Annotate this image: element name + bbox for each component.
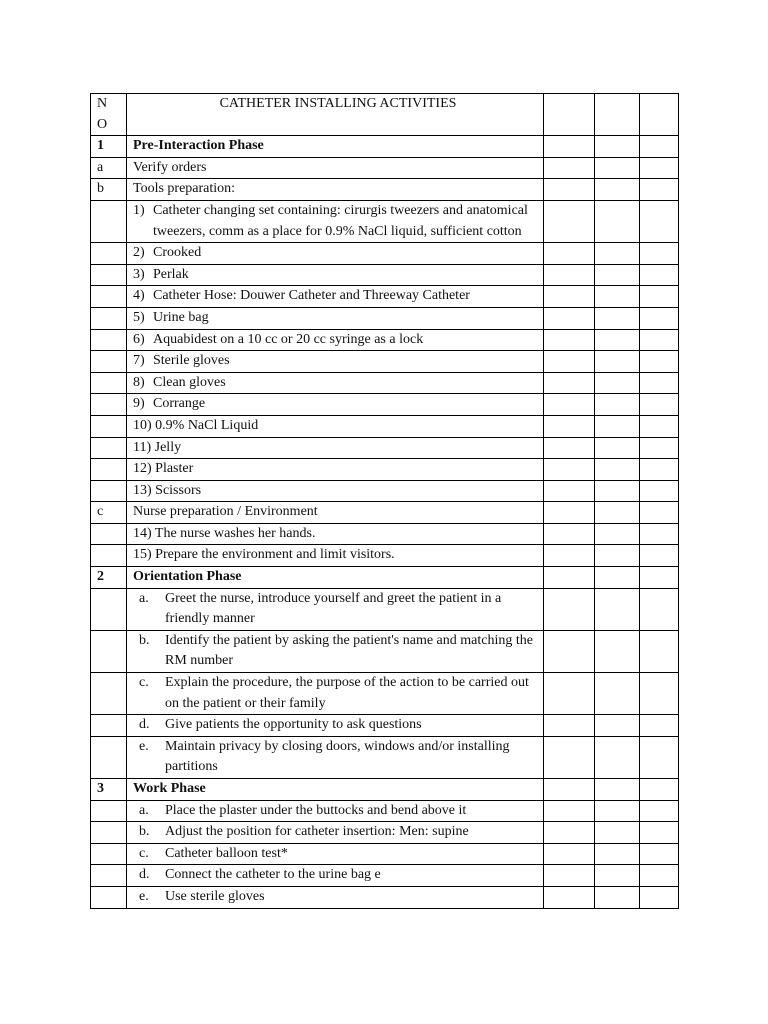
check-cell	[595, 779, 640, 801]
list-marker: 1)	[133, 202, 145, 218]
check-cell	[595, 822, 640, 844]
list-item	[133, 243, 543, 264]
row-number	[91, 715, 127, 737]
activity-cell	[127, 329, 544, 351]
list-marker: 5)	[133, 309, 145, 325]
row-number	[91, 459, 127, 481]
row-number: 1	[91, 136, 127, 158]
check-cell	[640, 736, 679, 778]
check-cell	[640, 588, 679, 630]
row-number	[91, 286, 127, 308]
row-number	[91, 822, 127, 844]
list-marker: 4)	[133, 288, 145, 304]
table-row	[91, 673, 679, 715]
check-cell	[640, 715, 679, 737]
row-number	[91, 865, 127, 887]
list-marker: e.	[139, 888, 149, 904]
list-text: Sterile gloves	[153, 353, 230, 369]
row-number: 3	[91, 779, 127, 801]
activity-cell	[127, 264, 544, 286]
check-cell	[640, 307, 679, 329]
check-cell	[640, 179, 679, 201]
row-number	[91, 480, 127, 502]
check-cell	[595, 415, 640, 437]
check-cell	[640, 437, 679, 459]
table-row	[91, 715, 679, 737]
list-marker: a.	[139, 802, 149, 818]
check-cell	[640, 800, 679, 822]
table-row	[91, 351, 679, 373]
list-item	[133, 330, 543, 351]
check-cell	[544, 200, 595, 242]
list-marker: 9)	[133, 396, 145, 412]
activity-cell	[127, 286, 544, 308]
list-marker: 8)	[133, 374, 145, 390]
activity-cell	[127, 630, 544, 672]
row-number	[91, 886, 127, 908]
check-cell	[544, 286, 595, 308]
list-marker: d.	[139, 717, 150, 733]
check-cell	[544, 736, 595, 778]
activity-cell	[127, 800, 544, 822]
table-row	[91, 736, 679, 778]
list-item	[133, 265, 543, 286]
list-item	[133, 737, 543, 778]
check-cell	[544, 673, 595, 715]
check-cell	[544, 588, 595, 630]
list-text: Corrange	[153, 396, 206, 412]
row-number	[91, 545, 127, 567]
list-item	[133, 308, 543, 329]
check-cell	[640, 200, 679, 242]
table-row	[91, 480, 679, 502]
check-cell	[544, 372, 595, 394]
check-cell	[544, 243, 595, 265]
activity-cell	[127, 865, 544, 887]
check-cell	[544, 480, 595, 502]
list-marker: b.	[139, 632, 150, 648]
check-cell	[640, 843, 679, 865]
row-number	[91, 437, 127, 459]
check-cell	[595, 800, 640, 822]
activity-cell	[127, 843, 544, 865]
check-cell	[595, 630, 640, 672]
header-no-line1: N	[97, 96, 108, 111]
header-no-line2: O	[97, 116, 108, 132]
list-item	[133, 373, 543, 394]
list-marker: 3)	[133, 266, 145, 282]
check-cell	[595, 523, 640, 545]
check-cell	[640, 567, 679, 589]
row-number	[91, 307, 127, 329]
activity-cell: Pre-Interaction Phase	[127, 136, 544, 158]
row-number	[91, 329, 127, 351]
list-text: Catheter balloon test*	[165, 845, 288, 861]
activity-cell	[127, 822, 544, 844]
check-cell	[640, 136, 679, 158]
check-cell	[640, 329, 679, 351]
check-cell	[595, 200, 640, 242]
check-cell	[595, 865, 640, 887]
list-text: Catheter Hose: Douwer Catheter and Threeway Catheter	[153, 288, 470, 304]
row-number: b	[91, 179, 127, 201]
check-cell	[640, 822, 679, 844]
check-cell	[595, 394, 640, 416]
check-cell	[544, 179, 595, 201]
activity-cell	[127, 886, 544, 908]
activity-cell: Orientation Phase	[127, 567, 544, 589]
table-row	[91, 502, 679, 524]
row-number	[91, 673, 127, 715]
activity-cell: Work Phase	[127, 779, 544, 801]
check-cell	[595, 437, 640, 459]
table-row	[91, 372, 679, 394]
check-cell	[640, 243, 679, 265]
check-cell	[544, 843, 595, 865]
check-cell	[640, 372, 679, 394]
check-cell	[640, 630, 679, 672]
check-cell	[544, 351, 595, 373]
list-item	[133, 589, 543, 630]
check-cell	[595, 715, 640, 737]
activity-cell	[127, 307, 544, 329]
check-cell	[595, 307, 640, 329]
row-number	[91, 843, 127, 865]
table-row	[91, 779, 679, 801]
check-cell	[544, 437, 595, 459]
row-number	[91, 800, 127, 822]
list-item	[133, 822, 543, 843]
list-marker: 6)	[133, 331, 145, 347]
row-number: a	[91, 157, 127, 179]
check-cell	[544, 523, 595, 545]
check-cell	[640, 94, 679, 136]
table-row	[91, 588, 679, 630]
check-cell	[595, 243, 640, 265]
list-marker: c.	[139, 675, 149, 691]
list-text: Identify the patient by asking the patient's name and matching the RM number	[165, 632, 533, 669]
activity-cell: 12) Plaster	[127, 459, 544, 481]
check-cell	[544, 715, 595, 737]
check-cell	[544, 630, 595, 672]
table-row	[91, 437, 679, 459]
check-cell	[640, 264, 679, 286]
table-row	[91, 630, 679, 672]
row-number: c	[91, 502, 127, 524]
check-cell	[595, 264, 640, 286]
check-cell	[544, 779, 595, 801]
row-number	[91, 264, 127, 286]
activity-cell: Verify orders	[127, 157, 544, 179]
row-number	[91, 588, 127, 630]
catheter-checklist-table	[90, 93, 679, 909]
list-marker: e.	[139, 738, 149, 754]
check-cell	[595, 372, 640, 394]
check-cell	[595, 545, 640, 567]
check-cell	[640, 157, 679, 179]
check-cell	[595, 886, 640, 908]
check-cell	[640, 502, 679, 524]
table-row	[91, 545, 679, 567]
table-row	[91, 179, 679, 201]
check-cell	[544, 136, 595, 158]
check-cell	[640, 480, 679, 502]
list-item	[133, 673, 543, 714]
table-row	[91, 886, 679, 908]
table-row	[91, 136, 679, 158]
list-text: Clean gloves	[153, 374, 226, 390]
check-cell	[595, 673, 640, 715]
list-item	[133, 286, 543, 307]
check-cell	[640, 459, 679, 481]
list-marker: b.	[139, 824, 150, 840]
header-row	[91, 94, 679, 136]
check-cell	[640, 865, 679, 887]
check-cell	[595, 351, 640, 373]
table-row	[91, 415, 679, 437]
activity-cell	[127, 394, 544, 416]
list-text: Give patients the opportunity to ask questions	[165, 717, 422, 733]
check-cell	[640, 523, 679, 545]
list-item	[133, 887, 543, 908]
check-cell	[595, 157, 640, 179]
list-text: Perlak	[153, 266, 189, 282]
activity-cell	[127, 200, 544, 242]
check-cell	[640, 545, 679, 567]
list-text: Catheter changing set containing: cirurgis tweezers and anatomical tweezers, comm as a place for 0.9% NaCl liquid, sufficient cotton	[153, 202, 528, 239]
activity-cell: Tools preparation:	[127, 179, 544, 201]
check-cell	[595, 136, 640, 158]
table-row	[91, 865, 679, 887]
list-text: Urine bag	[153, 309, 209, 325]
activity-cell	[127, 351, 544, 373]
check-cell	[640, 394, 679, 416]
activity-cell	[127, 736, 544, 778]
list-text: Place the plaster under the buttocks and bend above it	[165, 802, 467, 818]
table-row	[91, 307, 679, 329]
list-marker: c.	[139, 845, 149, 861]
list-text: Explain the procedure, the purpose of the action to be carried out on the patient or their family	[165, 675, 529, 711]
list-text: Greet the nurse, introduce yourself and greet the patient in a friendly manner	[165, 590, 502, 627]
row-number	[91, 394, 127, 416]
list-item	[133, 715, 543, 736]
check-cell	[595, 286, 640, 308]
table-row	[91, 157, 679, 179]
check-cell	[544, 886, 595, 908]
check-cell	[595, 480, 640, 502]
check-cell	[544, 545, 595, 567]
list-marker: a.	[139, 590, 149, 606]
list-text: Adjust the position for catheter insertion: Men: supine	[165, 824, 469, 840]
check-cell	[640, 415, 679, 437]
check-cell	[544, 94, 595, 136]
check-cell	[544, 415, 595, 437]
row-number	[91, 415, 127, 437]
check-cell	[595, 502, 640, 524]
check-cell	[595, 588, 640, 630]
check-cell	[544, 865, 595, 887]
list-text: Connect the catheter to the urine bag e	[165, 867, 381, 883]
list-text: Crooked	[153, 245, 202, 261]
list-item	[133, 351, 543, 372]
activity-cell	[127, 715, 544, 737]
row-number: 2	[91, 567, 127, 589]
table-row	[91, 286, 679, 308]
activity-cell: 15) Prepare the environment and limit visitors.	[127, 545, 544, 567]
check-cell	[544, 157, 595, 179]
activity-cell	[127, 243, 544, 265]
check-cell	[640, 673, 679, 715]
table-row	[91, 243, 679, 265]
row-number	[91, 200, 127, 242]
header-title: CATHETER INSTALLING ACTIVITIES	[127, 94, 544, 136]
row-number	[91, 523, 127, 545]
list-marker: d.	[139, 867, 150, 883]
activity-cell: Nurse preparation / Environment	[127, 502, 544, 524]
table-row	[91, 800, 679, 822]
table-row	[91, 822, 679, 844]
check-cell	[544, 822, 595, 844]
table-row	[91, 394, 679, 416]
check-cell	[544, 502, 595, 524]
check-cell	[544, 307, 595, 329]
list-text: Aquabidest on a 10 cc or 20 cc syringe as a lock	[153, 331, 424, 347]
check-cell	[595, 94, 640, 136]
list-item	[133, 201, 543, 242]
check-cell	[544, 567, 595, 589]
list-item	[133, 631, 543, 672]
check-cell	[595, 736, 640, 778]
list-marker: 7)	[133, 353, 145, 369]
activity-cell: 11) Jelly	[127, 437, 544, 459]
check-cell	[544, 459, 595, 481]
list-item	[133, 394, 543, 415]
list-text: Maintain privacy by closing doors, windows and/or installing partitions	[165, 738, 510, 775]
list-item	[133, 865, 543, 886]
table-row	[91, 843, 679, 865]
table-row	[91, 567, 679, 589]
list-text: Use sterile gloves	[165, 888, 265, 904]
table-row	[91, 264, 679, 286]
check-cell	[595, 843, 640, 865]
activity-cell	[127, 673, 544, 715]
check-cell	[544, 394, 595, 416]
check-cell	[595, 329, 640, 351]
activity-cell: 13) Scissors	[127, 480, 544, 502]
check-cell	[640, 351, 679, 373]
check-cell	[640, 779, 679, 801]
header-number-cell	[91, 94, 127, 136]
row-number	[91, 736, 127, 778]
check-cell	[595, 567, 640, 589]
table-row	[91, 523, 679, 545]
activity-cell	[127, 372, 544, 394]
activity-cell	[127, 588, 544, 630]
check-cell	[640, 286, 679, 308]
list-item	[133, 801, 543, 822]
row-number	[91, 372, 127, 394]
check-cell	[544, 329, 595, 351]
row-number	[91, 630, 127, 672]
activity-cell: 14) The nurse washes her hands.	[127, 523, 544, 545]
check-cell	[595, 179, 640, 201]
row-number	[91, 243, 127, 265]
check-cell	[544, 800, 595, 822]
activity-cell: 10) 0.9% NaCl Liquid	[127, 415, 544, 437]
row-number	[91, 351, 127, 373]
check-cell	[544, 264, 595, 286]
table-row	[91, 459, 679, 481]
list-marker: 2)	[133, 245, 145, 261]
table-row	[91, 329, 679, 351]
check-cell	[595, 459, 640, 481]
table-row	[91, 200, 679, 242]
list-item	[133, 844, 543, 865]
check-cell	[640, 886, 679, 908]
